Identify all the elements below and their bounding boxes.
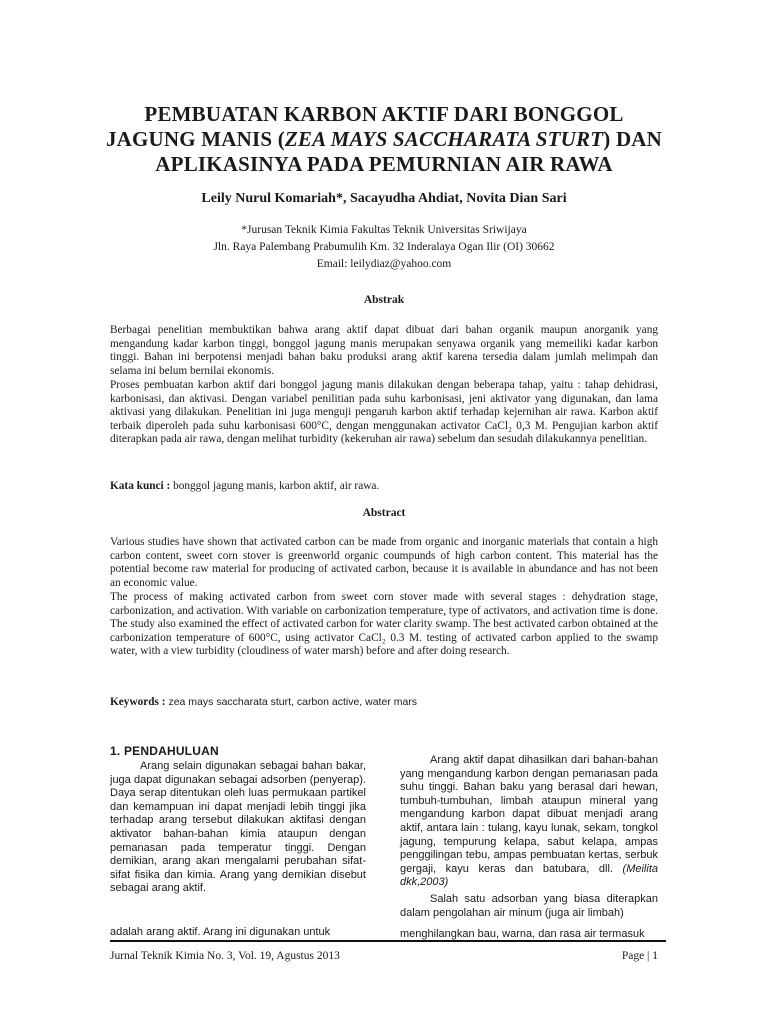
title-line-1: PEMBUATAN KARBON AKTIF DARI BONGGOL [144, 102, 624, 126]
keywords-text: zea mays saccharata sturt, carbon active, water mars [165, 696, 418, 708]
keywords [110, 696, 658, 708]
intro-right-paragraph [400, 754, 658, 890]
footer-page-number: Page | 1 [621, 950, 658, 962]
section-heading: 1. PENDAHULUAN [110, 744, 219, 758]
abstrak-paragraph-1: Berbagai penelitian membuktikan bahwa arang aktif dapat dibuat dari bahan organik maupun anorganik yang mengandung kadar karbon tinggi, bonggol jagung manis merupakan senyawa organik yang memeiliki kadar karbon tinggi. Bahan ini berpotensi menjadi bahan baku produksi arang aktif karena tersedia dalam jumlah melimpah dan selama ini belum bernilai ekonomis. [110, 324, 658, 377]
title-line-3: APLIKASINYA PADA PEMURNIAN AIR RAWA [155, 152, 613, 176]
intro-left-paragraph: Arang selain digunakan sebagai bahan bakar, juga dapat digunakan sebagai adsorben (penyerap). Daya serap ditentukan oleh luas permukaan partikel dan kemampuan ini dapat menjadi lebih tinggi jika terhadap arang tersebut dilakukan aktifasi dengan aktivator bahan-bahan kimia ataupun dengan pemanasan pada temperatur tinggi. Dengan demikian, arang akan mengalami perubahan sifat-sifat fisika dan kimia. Arang yang demikian disebut sebagai arang aktif. [110, 760, 366, 895]
abstract-paragraph-1: Various studies have shown that activated carbon can be made from organic and inorganic materials that contain a high carbon content, sweet corn stover is greenworld organic coumpunds of high carbon content. This material has the potential become raw material for producing of activated carbon, because it is available in abundance and has not been an economic value. [110, 536, 658, 589]
title-line-2-pre: JAGUNG MANIS ( [105, 127, 285, 151]
intro-right-text: Arang aktif dapat dihasilkan dari bahan-bahan yang mengandung karbon dengan pemanasan pada suhu tinggi. Bahan baku yang berasal dari hewan, tumbuh-tumbuhan, limbah ataupun mineral yang mengandung karbon dapat dibuat menjadi arang aktif, antara lain : tulang, kayu lunak, sekam, tongkol jagung, tempurung kelapa, sabut kelapa, ampas penggilingan tebu, ampas pembuatan kertas, serbuk gergaji, kayu keras dan batubara, dll. [400, 754, 658, 875]
paper-title [60, 102, 708, 177]
intro-right-paragraph-2: Salah satu adsorban yang biasa diterapkan dalam pengolahan air minum (juga air limbah) [400, 893, 658, 919]
affiliation [60, 222, 708, 273]
footer-rule [110, 940, 666, 942]
kata-kunci [110, 480, 658, 492]
abstrak-heading: Abstrak [363, 294, 405, 306]
keywords-label: Keywords : [110, 696, 166, 708]
intro-right-continued: menghilangkan bau, warna, dan rasa air termasuk [400, 928, 645, 940]
affiliation-line-1: *Jurusan Teknik Kimia Fakultas Teknik Universitas Sriwijaya [241, 224, 527, 236]
email: Email: leilydiaz@yahoo.com [316, 258, 452, 270]
title-line-2-post: ) DAN [603, 127, 663, 151]
intro-left-continued: adalah arang aktif. Arang ini digunakan untuk [110, 926, 331, 938]
footer-journal: Jurnal Teknik Kimia No. 3, Vol. 19, Agustus 2013 [110, 950, 340, 962]
abstract-heading: Abstract [362, 507, 406, 519]
kata-kunci-label: Kata kunci : [110, 480, 171, 492]
citation: (Meilita dkk,2003) [400, 862, 658, 889]
abstrak-paragraph-2: Proses pembuatan karbon aktif dari bonggol jagung manis dilakukan dengan beberapa tahap, yaitu : tahap dehidrasi, karbonisasi, dan aktivasi. Dengan variabel penilitian pada suhu karbonisasi, jeni aktivator yang digunakan, dan lama aktivasi yang dilakukan. Penelitian ini juga menguji pengaruh karbon aktif terhadap kejernihan air rawa. Karbon aktif terbaik diperoleh pada suhu karbonisasi 600°C, dengan menggunakan activator CaCl₂ 0,3 M. Pengujian karbon aktif diterapkan pada air rawa, dengan melihat turbidity (kekeruhan air rawa) sebelum dan sesudah dilakukannya penelitian. [110, 379, 658, 446]
kata-kunci-text: bonggol jagung manis, karbon aktif, air rawa. [170, 480, 380, 492]
affiliation-line-2: Jln. Raya Palembang Prabumulih Km. 32 Inderalaya Ogan Ilir (OI) 30662 [213, 241, 555, 253]
authors: Leily Nurul Komariah*, Sacayudha Ahdiat, Novita Dian Sari [201, 191, 567, 206]
abstract-paragraph-2: The process of making activated carbon from sweet corn stover made with several stages : dehydration stage, carbonization, and activation. With variable on carbonization temperature, type of activators, and activation time is done. The study also examined the effect of activated carbon for water clarity swamp. The best activated carbon obtained at the carbonization temperature of 600°C, using activator CaCl₂ 0.3 M. testing of activated carbon applied to the swamp water, with a view turbidity (cloudiness of water marsh) before and after doing research. [110, 591, 658, 658]
title-species: ZEA MAYS SACCHARATA STURT [284, 127, 604, 151]
title-line-2 [60, 127, 708, 152]
